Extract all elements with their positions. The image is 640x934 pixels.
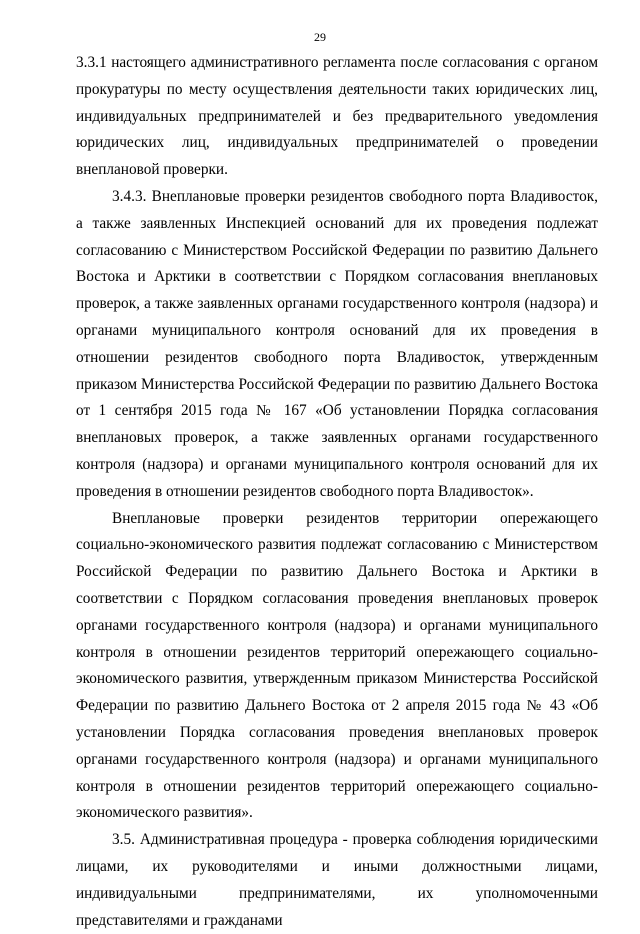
paragraph-3-5: 3.5. Административная процедура - проверка соблюдения юридическими лицами, их руководителями и иными должностными лицами, индивидуальными предпринимателями, их уполномоченными представителями и гражданами — [76, 831, 598, 929]
paragraph-ter-inspections: Внеплановые проверки резидентов территории опережающего социально-экономического развития подлежат согласованию с Министерством Российской Федерации по развитию Дальнего Востока и Арктики в соответствии с Порядком согласования проведения внеплановых проверок органами государственного контроля (надзора) и органами муниципального контроля в отношении резидентов территорий опережающего социально-экономического развития, утвержденным приказом Министерства Российской Федерации по развитию Дальнего Востока от 2 апреля 2015 года № 43 «Об установлении Порядка согласования проведения внеплановых проверок органами государственного контроля (надзора) и органами муниципального контроля в отношении резидентов территорий опережающего социально-экономического развития». — [76, 509, 598, 822]
page-number: 29 — [314, 30, 326, 44]
paragraph-continuation: 3.3.1 настоящего административного регламента после согласования с органом прокуратуры по месту осуществления деятельности таких юридических лиц, индивидуальных предпринимателей и без предварительного уведомления юридических лиц, индивидуальных предпринимателей о проведении внеплановой проверки. — [76, 54, 598, 179]
paragraph-3-4-3: 3.4.3. Внеплановые проверки резидентов свободного порта Владивосток, а также заявленных Инспекцией оснований для их проведения подлежат согласованию с Министерством Российской Федерации по развитию Дальнего Востока и Арктики в соответствии с Порядком согласования внеплановых проверок, а также заявленных органами государственного контроля (надзора) и органами муниципального контроля оснований для их проведения в отношении резидентов свободного порта Владивосток, утвержденным приказом Министерства Российской Федерации по развитию Дальнего Востока от 1 сентября 2015 года № 167 «Об установлении Порядка согласования внеплановых проверок, а также заявленных органами государственного контроля (надзора) и органами муниципального контроля оснований для их проведения в отношении резидентов свободного порта Владивосток». — [76, 187, 598, 500]
document-body — [76, 50, 598, 934]
